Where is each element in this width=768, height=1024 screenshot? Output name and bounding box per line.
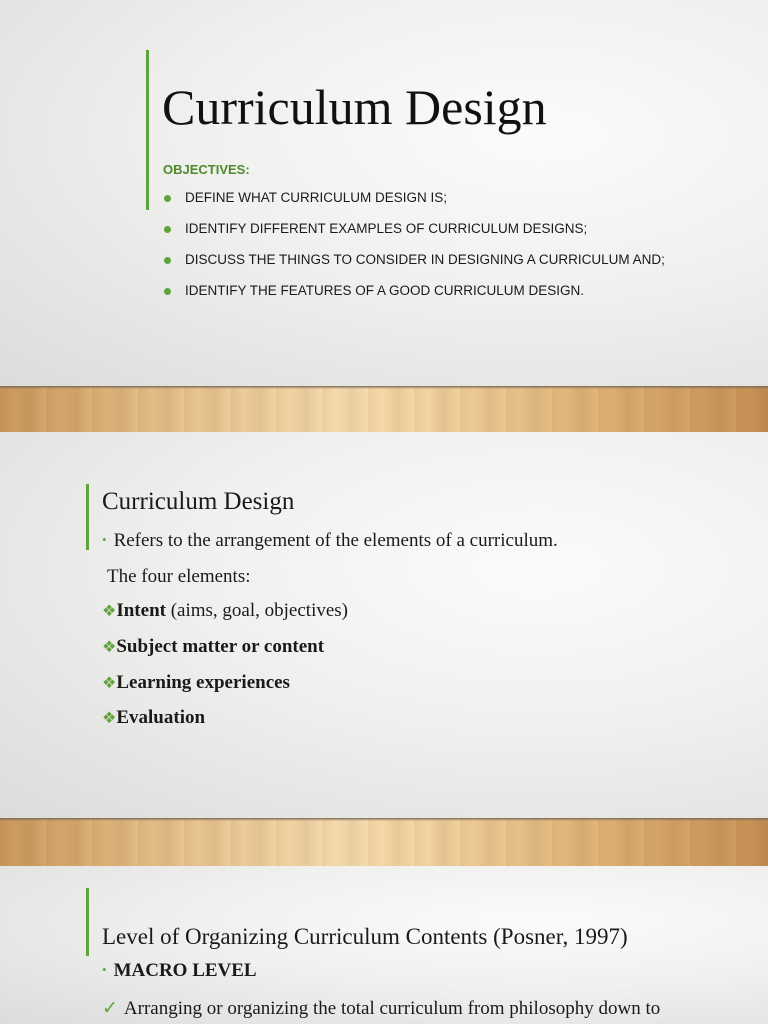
bullet-icon: • xyxy=(102,962,107,977)
slide-3 xyxy=(0,866,768,1024)
divider-shadow xyxy=(0,818,768,821)
accent-bar xyxy=(146,50,149,210)
diamond-bullet-icon: ❖ xyxy=(102,603,117,620)
wood-divider xyxy=(0,818,768,866)
checkmark-icon: ✓ xyxy=(102,998,118,1019)
objectives-list xyxy=(163,190,665,314)
element-name: Evaluation xyxy=(116,707,206,728)
definition-text: Refers to the arrangement of the elements of a curriculum. xyxy=(113,530,558,551)
wood-divider xyxy=(0,386,768,432)
element-item xyxy=(102,707,205,729)
list-item xyxy=(163,221,665,252)
divider-shadow xyxy=(0,386,768,389)
objective-text: IDENTIFY DIFFERENT EXAMPLES OF CURRICULUM DESIGNS; xyxy=(185,221,588,236)
objective-text: DEFINE WHAT CURRICULUM DESIGN IS; xyxy=(185,190,448,205)
bullet-icon xyxy=(164,195,171,202)
definition-line xyxy=(102,530,558,552)
four-elements-label: The four elements: xyxy=(107,566,251,587)
element-name: Subject matter or content xyxy=(116,636,325,657)
level-name: MACRO LEVEL xyxy=(113,960,257,981)
accent-bar xyxy=(86,484,89,550)
list-item xyxy=(163,283,665,314)
element-item xyxy=(102,600,348,622)
slide-title: Curriculum Design xyxy=(102,488,295,515)
element-item xyxy=(102,672,290,694)
accent-bar xyxy=(86,888,89,956)
bullet-icon xyxy=(164,257,171,264)
element-item xyxy=(102,636,324,658)
diamond-bullet-icon: ❖ xyxy=(102,639,117,656)
element-note: (aims, goal, objectives) xyxy=(165,600,348,621)
list-item xyxy=(163,190,665,221)
description-line xyxy=(102,997,660,1020)
bullet-icon xyxy=(164,288,171,295)
objectives-label: OBJECTIVES: xyxy=(163,162,250,177)
slide-title: Curriculum Design xyxy=(162,79,547,135)
slide-1 xyxy=(0,0,768,386)
list-item xyxy=(163,252,665,283)
level-line xyxy=(102,960,257,982)
objective-text: DISCUSS THE THINGS TO CONSIDER IN DESIGNING A CURRICULUM AND; xyxy=(185,252,665,267)
bullet-icon xyxy=(164,226,171,233)
element-name: Intent xyxy=(116,600,166,621)
bullet-icon: • xyxy=(102,532,107,547)
slide-2 xyxy=(0,432,768,818)
diamond-bullet-icon: ❖ xyxy=(102,675,117,692)
description-text: Arranging or organizing the total curriculum from philosophy down to xyxy=(123,998,661,1019)
objective-text: IDENTIFY THE FEATURES OF A GOOD CURRICULUM DESIGN. xyxy=(185,283,585,298)
slide-title: Level of Organizing Curriculum Contents (Posner, 1997) xyxy=(102,924,628,949)
element-name: Learning experiences xyxy=(116,672,290,693)
diamond-bullet-icon: ❖ xyxy=(102,710,117,727)
